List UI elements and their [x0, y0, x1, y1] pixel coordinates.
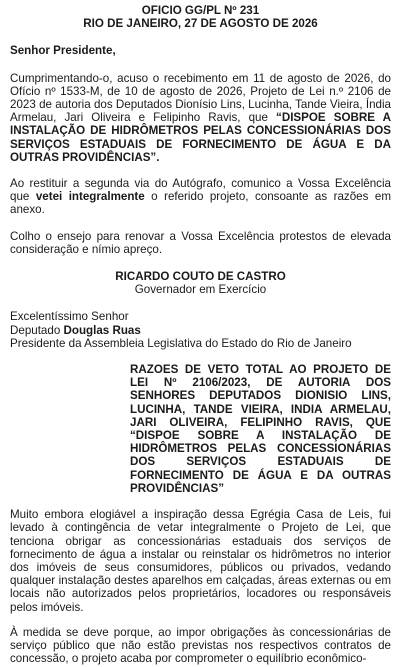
document-page — [10, 4, 391, 665]
addressee-line3: Presidente da Assembleia Legislativa do Estado do Rio de Janeiro — [10, 336, 352, 350]
addressee-line2 — [10, 324, 391, 337]
place-date: RIO DE JANEIRO, 27 DE AGOSTO DE 2026 — [83, 17, 318, 31]
veto-notice-after: o referido projeto, consoante as razões em anexo. — [10, 190, 391, 217]
veto-title: RAZOES DE VETO TOTAL AO PROJETO DE LEI Nº 2106/2023, DE AUTORIA DOS SENHORES DEPUTADOS DIONISIO LINS, LUCINHA, TANDE VIEIRA, INDIA ARMELAU, JARI OLIVEIRA, FELIPINHO RAVIS, QUE “DISPOE SOBRE A INSTALAÇÃO DE HIDRÔMETROS PELAS CONCESSIONÁRIAS DOS SERVIÇOS ESTADUAIS DE FORNECIMENTO DE ÁGUA E DA OUTRAS PROVIDÊNCIAS” — [130, 363, 391, 495]
paragraph-contract: À medida se deve porque, ao impor obrigações às concessionárias de serviço público que não estão previstas nos respectivos contratos de concessão, o projeto acaba por comprometer o equilíbrio econômico- — [10, 625, 391, 666]
addressee-line1: Excelentíssimo Senhor — [10, 310, 129, 324]
bill-subject: “DISPOE SOBRE A INSTALAÇÃO DE HIDRÔMETROS PELAS CONCESSIONÁRIAS DOS SERVIÇOS ESTADUAIS DE FORNECIMENTO DE ÁGUA E DA OUTRAS PROVIDÊNCIAS”. — [10, 111, 391, 164]
addressee-name: Douglas Ruas — [63, 323, 141, 337]
paragraph-receipt-text: Cumprimentando-o, acuso o recebimento em 11 de agosto de 2026, do Ofício nº 1533-M, de 10 de agosto de 2026, Projeto de Lei n.º 2106 de 2023 de autoria dos Deputados Dionísio Lins, Lucinha, Tande Vieira, Índia Armelau, Jari Oliveira e Felipinho Ravis, que — [10, 71, 391, 125]
veto-emphasis: vetei integralmente — [35, 190, 145, 204]
signature-name: RICARDO COUTO DE CASTRO — [115, 270, 286, 284]
addressee-title: Deputado — [10, 323, 64, 337]
veto-notice-before: Ao restituir a segunda via do Autógrafo, comunico a Vossa Excelência que — [10, 177, 391, 204]
paragraph-receipt — [10, 72, 391, 164]
salutation: Senhor Presidente, — [10, 44, 116, 58]
paragraph-closing: Colho o ensejo para renovar a Vossa Excelência protestos de elevada consideração e nímio apreço. — [10, 229, 391, 256]
office-number: OFICIO GG/PL Nº 231 — [141, 4, 260, 17]
signature-role: Governador em Exercício — [134, 283, 267, 297]
paragraph-veto-notice — [10, 177, 391, 217]
paragraph-reasons: Muito embora elogiável a inspiração dessa Egrégia Casa de Leis, fui levado à contingência de vetar integralmente o Projeto de Lei, que tenciona obrigar as concessionárias estaduais dos serviços de fornecimento de água a instalar ou reinstalar os hidrômetros no interior dos imóveis de seus consumidores, públicos ou privados, vedando qualquer instalação destes aparelhos em calçadas, áreas externas ou em locais não autorizados pelos proprietários, locadores ou responsáveis pelos imóveis. — [10, 508, 391, 614]
